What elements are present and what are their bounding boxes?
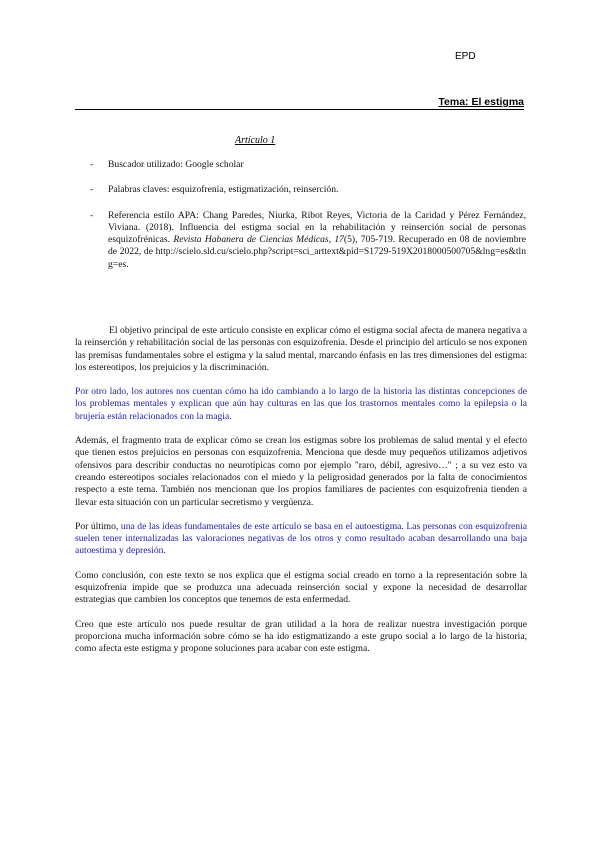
list-item [90, 184, 526, 196]
article-info-list [90, 159, 526, 284]
paragraph-self-stigma [75, 521, 527, 558]
paragraph-stigma-creation: Además, el fragmento trata de explicar cómo se crean los estigmas sobre los problemas de salud mental y el efecto que tienen estos prejuicios en personas con esquizofrenia. Menciona que desde muy pequeños utilizamos adjetivos ofensivos para describir conductas no neurotípicas como por ejemplo "raro, débil, agresivo…" ; a su vez esto va creando estereotipos sociales relacionados con el miedo y la peligrosidad generados por la falta de conocimientos respecto a este tema. También nos mencionan que los propios familiares de pacientes con esquizofrenia tienden a llevar esta situación con un particular secretismo y vergüenza. [75, 435, 527, 508]
paragraph-self-stigma-text: una de las ideas fundamentales de este artículo se basa en el autoestigma. Las personas con esquizofrenia suelen tener internalizadas las valoraciones negativas de los otros y como resultado acaban desarrollando una baja autoestima y depresión. [75, 520, 527, 557]
paragraph-self-stigma-lead: Por último, [75, 520, 121, 532]
list-item [90, 159, 526, 171]
paragraph-opinion: Creo que este artículo nos puede resultar de gran utilidad a la hora de realizar nuestra investigación porque proporciona mucha información sobre cómo se ha ido estigmatizando a este grupo social a lo largo de la historia, como afecta este estigma y propone soluciones para acabar con este estigma. [75, 618, 527, 655]
bullet-dash: - [90, 209, 94, 221]
reference-authors: Referencia estilo APA: Chang Paredes, Niurka, Ribot Reyes, Victoria de la Caridad y Pérez Fernández, Viviana. (2018). Influencia del estigma social en la rehabilitación y reinserción social de personas esquizofrénicas. [108, 209, 526, 246]
paragraph-history: Por otro lado, los autores nos cuentan cómo ha ido cambiando a lo largo de la historia las distintas concepciones de los problemas mentales y explican que aún hay culturas en las que los trastornos mentales como la epilepsia o la brujería están relacionados con la magia. [75, 386, 527, 422]
search-engine-text: Buscador utilizado: Google scholar [108, 159, 244, 170]
paragraph-conclusion: Como conclusión, con este texto se nos explica que el estigma social creado en torno a la representación sobre la esquizofrenia impide que se produzca una adecuada reinserción social y expone la necesidad de desarrollar estrategias que cambien los conceptos que tenemos de esta enfermedad. [75, 569, 527, 606]
reference-pages: (5), 705-719. [343, 234, 399, 246]
reference-journal: Revista Habanera de Ciencias Médicas [173, 234, 329, 246]
topic-header [75, 96, 524, 110]
reference-volume: 17 [334, 234, 344, 246]
bullet-dash: - [90, 159, 94, 170]
bullet-dash: - [90, 184, 94, 196]
keywords-text: Palabras claves: esquizofrenia, estigmatización, reinserción. [108, 184, 339, 196]
reference-volume-sep: , [328, 234, 335, 246]
reference-url: http://scielo.sld.cu/scielo.php?script=sci_arttext&pid=S1729-519X2018000500705&lng=es&tlng=es. [108, 246, 526, 270]
reference-retrieved: Recuperado en 08 de noviembre de 2022, de [108, 234, 526, 258]
apa-reference [108, 210, 526, 271]
topic-title: Tema: El estigma [438, 96, 524, 108]
paragraph-objective: El objetivo principal de este artículo consiste en explicar cómo el estigma social afecta de manera negativa a la reinserción y rehabilitación social de las personas con esquizofrenia. Desde el principio del artículo se nos exponen las premisas fundamentales sobre el estigma y la salud mental, marcando énfasis en las tres dimensiones del estigma: los estereotipos, los prejuicios y la discriminación. [75, 325, 527, 373]
article-title: Artículo 1 [235, 135, 276, 146]
course-label: EPD [455, 51, 476, 62]
summary-body [75, 325, 527, 668]
list-item [90, 210, 526, 271]
